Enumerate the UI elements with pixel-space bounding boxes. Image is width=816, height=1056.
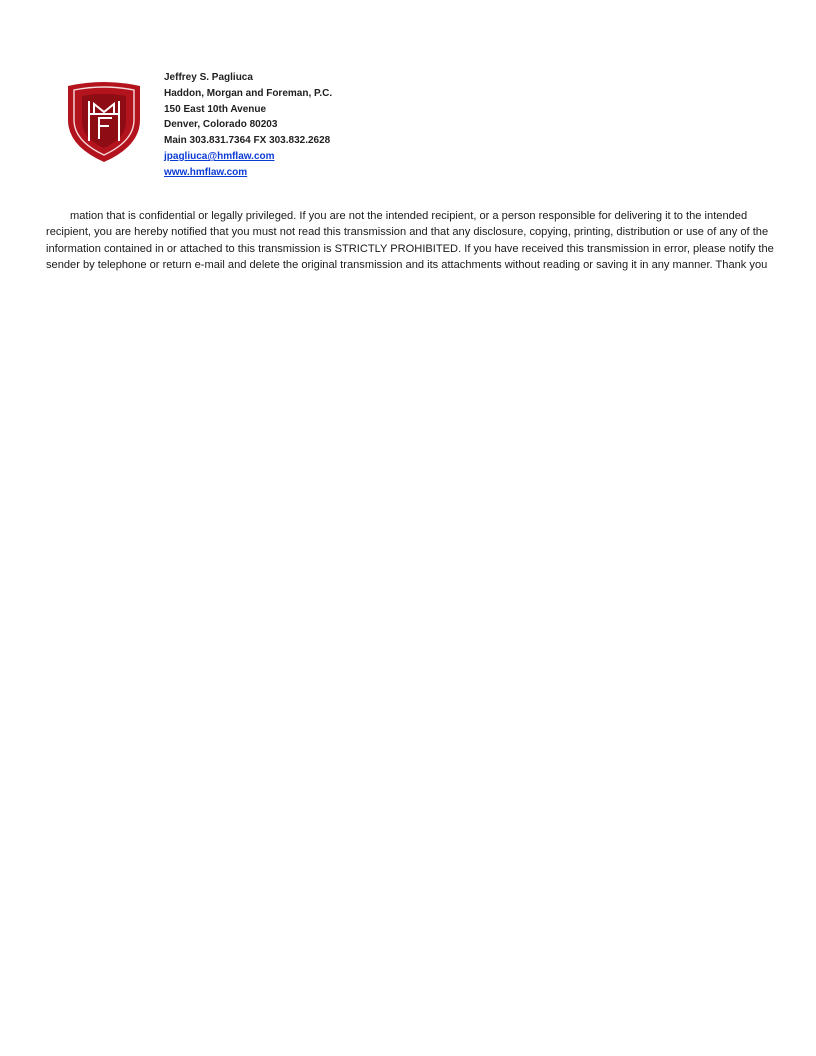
- signature-block: [164, 70, 332, 181]
- website-link[interactable]: www.hmflaw.com: [164, 166, 248, 178]
- phone-numbers: Main 303.831.7364 FX 303.832.2628: [164, 135, 331, 147]
- email-link[interactable]: jpagliuca@hmflaw.com: [164, 150, 275, 162]
- sender-name: Jeffrey S. Pagliuca: [164, 72, 253, 83]
- street-address: 150 East 10th Avenue: [164, 103, 267, 115]
- confidentiality-disclaimer: mation that is confidential or legally privileged. If you are not the intended recipient, or a person responsible for delivering it to the intended recipient, you are hereby notified that you must not read this transmission and that any disclosure, copying, printing, distribution or use of any of the information contained in or attached to this transmission is STRICTLY PROHIBITED. If you have received this transmission in error, please notify the sender by telephone or return e-mail and delete the original transmission and its attachments without reading or saving it in any manner. Thank you: [46, 210, 774, 271]
- city-state-zip: Denver, Colorado 80203: [164, 119, 278, 131]
- firm-name: Haddon, Morgan and Foreman, P.C.: [164, 87, 333, 99]
- hmf-logo-icon: [62, 80, 146, 164]
